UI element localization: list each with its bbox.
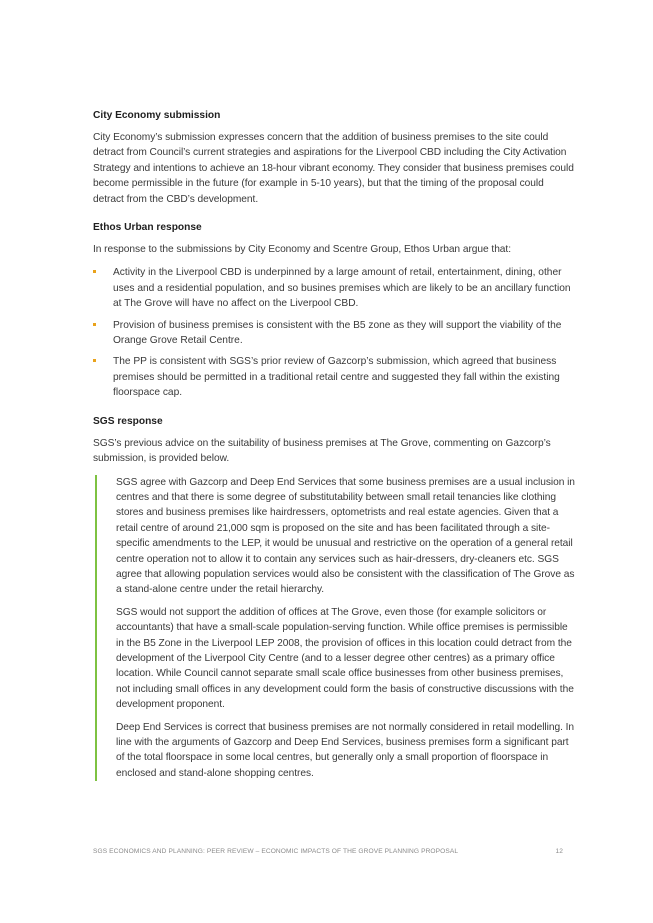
- sgs-heading: SGS response: [93, 415, 163, 427]
- ethos-urban-heading: Ethos Urban response: [93, 222, 202, 234]
- bullet-text: Activity in the Liverpool CBD is underpinned by a large amount of retail, entertainment, dining, other uses and a residential population, and so busines premises which are likely to be an ancillary function at The Grove will have no affect on the Liverpool CBD.: [113, 267, 571, 310]
- page-number: 12: [555, 848, 563, 855]
- city-economy-body: City Economy’s submission expresses concern that the addition of business premises to the site could detract from Council’s current strategies and aspirations for the Liverpool CBD including the City Activation Strategy and intentions to achieve an 18-hour vibrant economy. They consider that business premises could become permissible in the future (for example in 5-10 years), but that the timing of the proposal could detract from the CBD’s development.: [93, 132, 574, 205]
- bullet-item: [93, 354, 575, 400]
- bullet-item: [93, 318, 575, 349]
- page-footer: [93, 848, 563, 855]
- quote-paragraph: SGS agree with Gazcorp and Deep End Services that some business premises are a usual inclusion in centres and that there is some degree of substitutability between small retail tenancies like clothing stores and business premises like hairdressers, optometrists and real estate agencies. Given that a retail centre of around 21,000 sqm is proposed on the site and has been facilitated through a site-specific amendments to the LEP, it would be unusual and restrictive on the operation of a general retail centre operation not to allow it to contain any services such as hair-dressers, dry-cleaners etc. SGS agree that allowing population services would also be consistent with the classification of The Grove as a stand-alone centre under the retail hierarchy.: [116, 476, 575, 596]
- footer-title: SGS ECONOMICS AND PLANNING: PEER REVIEW – ECONOMIC IMPACTS OF THE GROVE PLANNING PROPOSAL: [93, 848, 459, 855]
- bullet-text: The PP is consistent with SGS’s prior review of Gazcorp’s submission, which agreed that business premises should be permitted in a traditional retail centre and suggested they fall within the existing floorspace cap.: [113, 356, 560, 399]
- bullet-square-icon: [93, 323, 96, 326]
- bullet-item: [93, 265, 575, 311]
- ethos-urban-bullet-list: [93, 265, 575, 400]
- sgs-intro: SGS’s previous advice on the suitability of business premises at The Grove, commenting on Gazcorp’s submission, is provided below.: [93, 437, 551, 465]
- ethos-urban-intro: In response to the submissions by City Economy and Scentre Group, Ethos Urban argue that:: [93, 244, 511, 256]
- quote-paragraph: Deep End Services is correct that business premises are not normally considered in retail modelling. In line with the arguments of Gazcorp and Deep End Services, business premises form a significant part of the total floorspace in some local centres, but generally only a small proportion of floorspace in enclosed and stand-alone shopping centres.: [116, 721, 575, 779]
- quote-paragraph: SGS would not support the addition of offices at The Grove, even those (for example solicitors or accountants) that have a small-scale population-serving function. While office premises is permissible in the B5 Zone in the Liverpool LEP 2008, the provision of offices in this location could detract from the development of the Liverpool City Centre (and to a lesser degree other centres) as a primary office location. While Council cannot separate small scale office businesses from other business premises, not including small offices in any development could form the basis of constructive discussions with the development proponent.: [116, 606, 574, 711]
- city-economy-heading: City Economy submission: [93, 110, 221, 121]
- bullet-text: Provision of business premises is consistent with the B5 zone as they will support the viability of the Orange Grove Retail Centre.: [113, 319, 562, 347]
- bullet-square-icon: [93, 359, 96, 362]
- bullet-square-icon: [93, 270, 96, 273]
- sgs-quote-block: [95, 475, 575, 782]
- page-content: [93, 109, 575, 781]
